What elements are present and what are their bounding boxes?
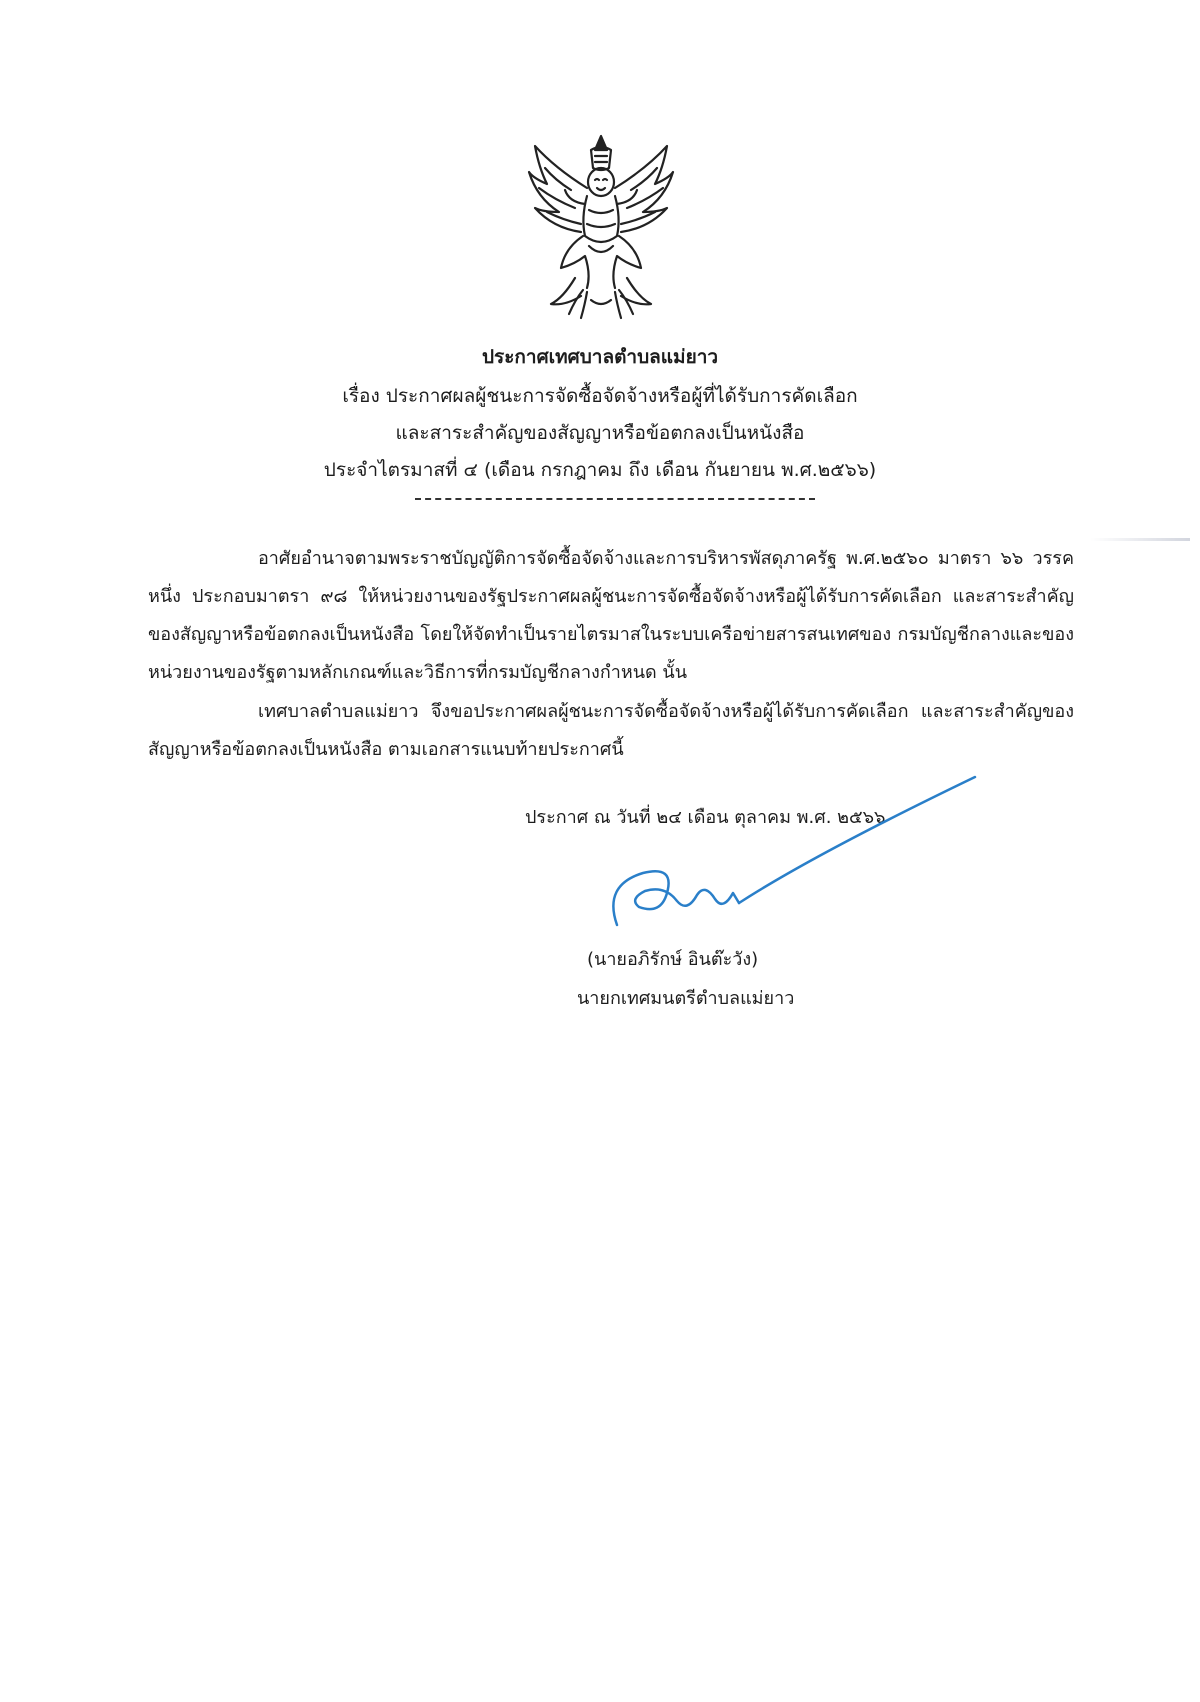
scan-artifact — [1090, 538, 1190, 541]
announcement-period: ประจำไตรมาสที่ ๔ (เดือน กรกฎาคม ถึง เดือน กันยายน พ.ศ.๒๕๖๖) — [323, 459, 877, 481]
body-paragraph-1: อาศัยอำนาจตามพระราชบัญญัติการจัดซื้อจัดจ้างและการบริหารพัสดุภาครัฐ พ.ศ.๒๕๖๐ มาตรา ๖๖ วรรคหนึ่ง ประกอบมาตรา ๙๘ ให้หน่วยงานของรัฐประกาศผลผู้ชนะการจัดซื้อจัดจ้างหรือผู้ได้รับการคัดเลือก และสาระสำคัญของสัญญาหรือข้อตกลงเป็นหนังสือ โดยให้จัดทำเป็นรายไตรมาสในระบบเครือข่ายสารสนเทศของ กรมบัญชีกลางและของหน่วยงานของรัฐตามหลักเกณฑ์และวิธีการที่กรมบัญชีกลางกำหนด นั้น — [148, 548, 1074, 683]
announcement-subject-line2: และสาระสำคัญของสัญญาหรือข้อตกลงเป็นหนังสือ — [395, 422, 805, 444]
body-paragraph-2: เทศบาลตำบลแม่ยาว จึงขอประกาศผลผู้ชนะการจัดซื้อจัดจ้างหรือผู้ได้รับการคัดเลือก และสาระสำคัญของสัญญาหรือข้อตกลงเป็นหนังสือ ตามเอกสารแนบท้ายประกาศนี้ — [148, 701, 1074, 760]
garuda-emblem-icon — [525, 128, 677, 320]
announcement-date: ประกาศ ณ วันที่ ๒๔ เดือน ตุลาคม พ.ศ. ๒๕๖๖ — [525, 807, 886, 828]
header-divider — [415, 498, 815, 500]
announcement-title: ประกาศเทศบาลตำบลแม่ยาว — [481, 346, 719, 368]
signatory-position: นายกเทศมนตรีตำบลแม่ยาว — [577, 988, 795, 1009]
signatory-name: (นายอภิรักษ์ อินต๊ะวัง) — [587, 949, 759, 970]
handwritten-signature — [583, 775, 983, 955]
announcement-subject: เรื่อง ประกาศผลผู้ชนะการจัดซื้อจัดจ้างหรือผู้ที่ได้รับการคัดเลือก — [342, 385, 858, 407]
